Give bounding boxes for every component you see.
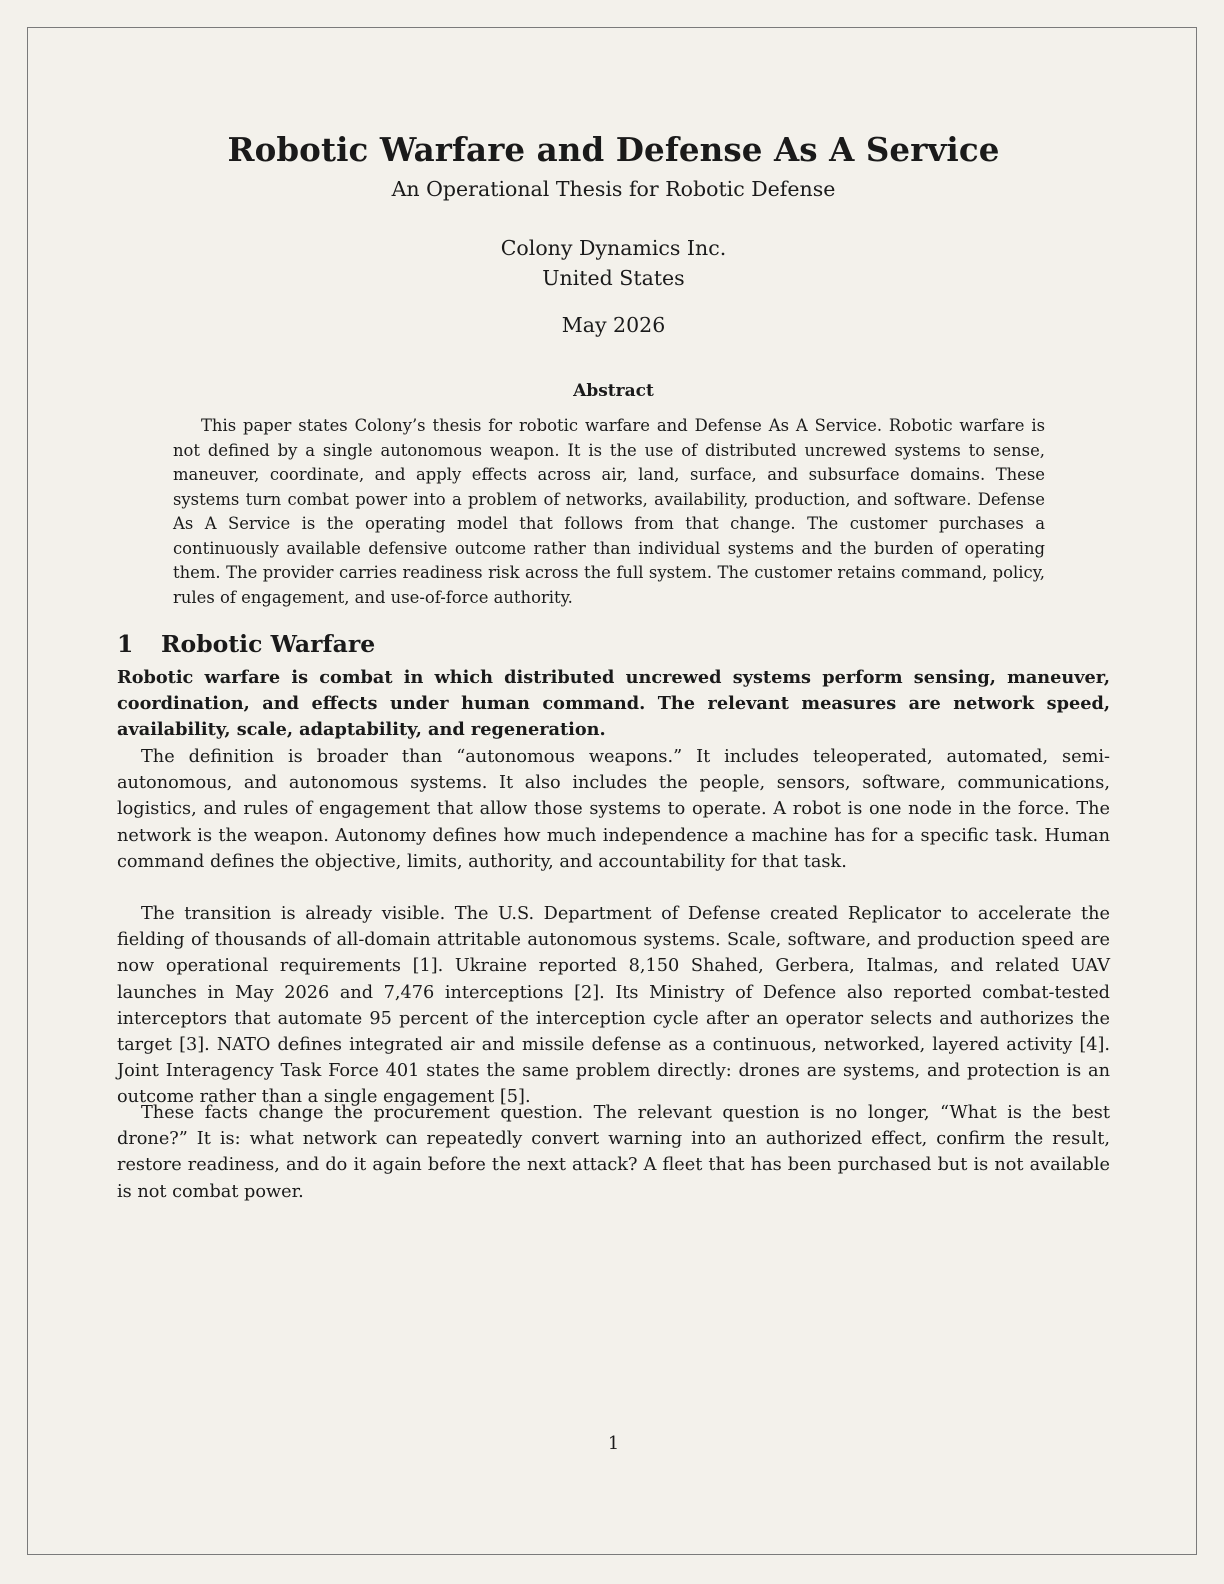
paper-subtitle: An Operational Thesis for Robotic Defense xyxy=(391,177,836,201)
section-title: Robotic Warfare xyxy=(161,630,376,658)
author-organization: Colony Dynamics Inc. xyxy=(500,236,727,260)
body-paragraph: The transition is already visible. The U.S. Department of Defense created Replicator to accelerate the fielding of thousands of all-domain attritable autonomous systems. Scale, software, and production speed are now operational requirements [1]. Ukraine reported 8,150 Shahed, Gerbera, Italmas, and related UAV launches in May 2026 and 7,476 interceptions [2]. Its Ministry of Defence also reported combat-tested interceptors that automate 95 percent of the interception cycle after an operator selects and authorizes the target [3]. NATO defines integrated air and missile defense as a continuous, networked, layered activity [4]. Joint Interagency Task Force 401 states the same problem directly: drones are systems, and protection is an outcome rather than a single engagement [5]. xyxy=(117,904,1110,1108)
section-lead-statement: Robotic warfare is combat in which distributed uncrewed systems perform sensing, maneuver, coordination, and effects under human command. The relevant measures are network speed, availability, scale, adaptability, and regeneration. xyxy=(117,667,1110,740)
author-block xyxy=(117,233,1110,293)
section-number: 1 xyxy=(117,630,134,658)
abstract-body: This paper states Colony’s thesis for robotic warfare and Defense As A Service. Robotic warfare is not defined by a single autonomous weapon. It is the use of distributed uncrewed systems to sense, maneuver, coordinate, and apply effects across air, land, surface, and subsurface domains. These systems turn combat power into a problem of networks, availability, production, and software. Defense As A Service is the operating model that follows from that change. The customer purchases a continuously available defensive outcome rather than individual systems and the burden of operating them. The provider carries readiness risk across the full system. The customer retains command, policy, rules of engagement, and use-of-force authority. xyxy=(173,416,1045,607)
page-number: 1 xyxy=(607,1434,620,1454)
abstract-heading: Abstract xyxy=(573,381,654,401)
section-heading xyxy=(117,628,1110,660)
paper-date: May 2026 xyxy=(561,313,666,337)
body-paragraph: The definition is broader than “autonomous weapons.” It includes teleoperated, automated, semi-autonomous, and autonomous systems. It also includes the people, sensors, software, communications, logistics, and rules of engagement that allow those systems to operate. A robot is one node in the force. The network is the weapon. Autonomy defines how much independence a machine has for a specific task. Human command defines the objective, limits, authority, and accountability for that task. xyxy=(117,747,1110,872)
author-country: United States xyxy=(542,266,685,290)
body-paragraph: These facts change the procurement question. The relevant question is no longer, “What is the best drone?” It is: what network can repeatedly convert warning into an authorized effect, confirm the result, restore readiness, and do it again before the next attack? A fleet that has been purchased but is not available is not combat power. xyxy=(117,1103,1110,1202)
paper-title: Robotic Warfare and Defense As A Service xyxy=(227,130,1000,169)
